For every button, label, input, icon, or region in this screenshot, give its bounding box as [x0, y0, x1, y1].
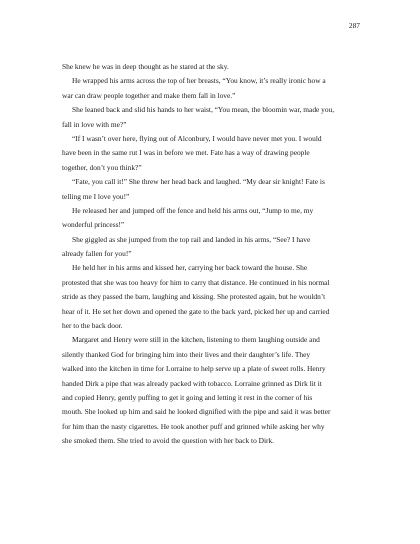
body-text: [62, 60, 362, 449]
text-line: war can draw people together and make them fall in love.”: [62, 90, 236, 100]
text-line: handed Dirk a pipe that was already packed with tobacco. Lorraine grinned as Dirk lit it: [62, 378, 322, 388]
text-line: and copied Henry, gently puffing to get it going and letting it rest in the corner of his: [62, 392, 313, 402]
text-line: She knew he was in deep thought as he stared at the sky.: [62, 62, 229, 71]
text-line: together, don’t you think?”: [62, 162, 142, 172]
text-line: She giggled as she jumped from the top rail and landed in his arms, “See? I have: [72, 234, 311, 244]
text-line: telling me I love you!”: [62, 191, 130, 201]
text-line: for him than the nasty cigarettes. He took another puff and grinned while asking her why: [62, 421, 325, 431]
text-line: fall in love with me?”: [62, 119, 127, 129]
text-line: wonderful princess!”: [62, 220, 125, 230]
text-line: hear of it. He set her down and opened the gate to the back yard, picked her up and carried: [62, 306, 330, 316]
text-line: mouth. She looked up him and said he looked dignified with the pipe and said it was better: [62, 407, 331, 417]
text-line: have been in the same rut I was in before we met. Fate has a way of drawing people: [62, 148, 310, 158]
text-line: walked into the kitchen in time for Lorraine to help serve up a plate of sweet rolls. Henry: [62, 364, 326, 374]
text-line: Margaret and Henry were still in the kitchen, listening to them laughing outside and: [72, 335, 320, 345]
text-line: She leaned back and slid his hands to her waist, “You mean, the bloomin war, made you,: [72, 105, 335, 115]
text-line: “Fate, you call it!” She threw her head back and laughed. “My dear sir knight! Fate is: [72, 177, 325, 187]
page-number: 287: [348, 21, 360, 30]
text-line: she smoked them. She tried to avoid the question with her back to Dirk.: [62, 436, 275, 446]
text-line: protested that she was too heavy for him to carry that distance. He continued in his normal: [62, 277, 330, 287]
text-line: her to the back door.: [62, 321, 123, 331]
text-line: He held her in his arms and kissed her, carrying her back toward the house. She: [72, 263, 308, 273]
text-line: stride as they passed the barn, laughing and kissing. She protested again, but he wouldn’t: [62, 292, 326, 302]
text-line: “If I wasn’t over here, flying out of Alconbury, I would have never met you. I would: [72, 133, 322, 143]
text-line: silently thanked God for bringing him into their lives and their daughter’s life. They: [62, 349, 311, 359]
text-line: already fallen for you!”: [62, 249, 132, 259]
text-line: He wrapped his arms across the top of her breasts, “You know, it’s really ironic how a: [72, 76, 326, 86]
text-line: He released her and jumped off the fence and held his arms out, “Jump to me, my: [72, 205, 314, 215]
